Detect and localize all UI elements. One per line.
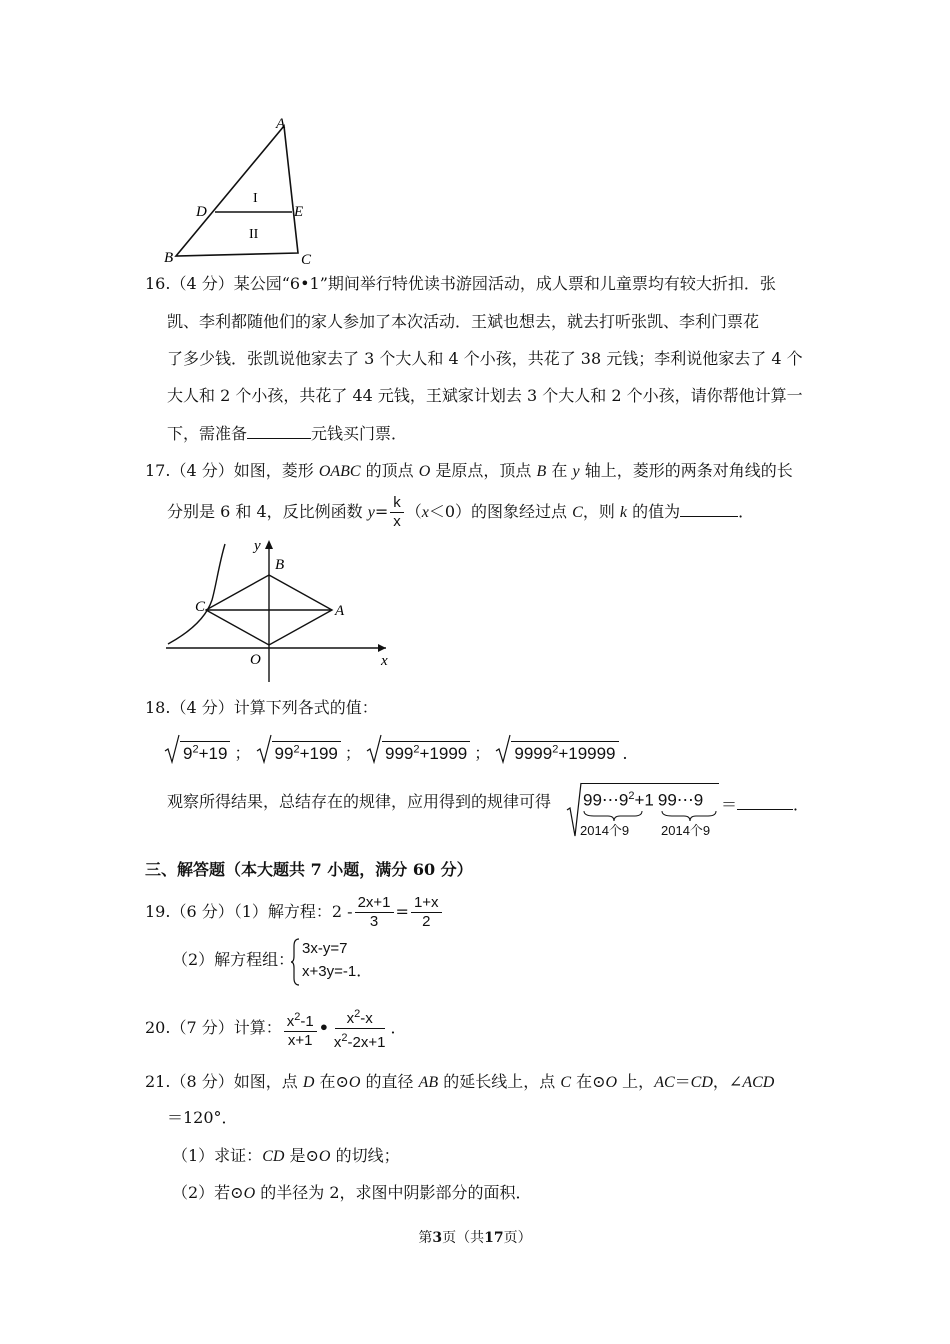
- q20-t1: 20.（7 分）计算：: [145, 1018, 282, 1037]
- q20-f2d: x: [333, 1034, 342, 1051]
- under-label-1: 2014个9: [580, 823, 630, 838]
- q21-c: C: [560, 1074, 572, 1091]
- label-x: x: [381, 653, 388, 669]
- q17-t10: 的值为: [627, 502, 681, 521]
- big-part2: +1: [634, 790, 654, 810]
- q20-f1-sq: 2: [294, 1010, 301, 1023]
- q21-t1: 21.（8 分）如图，点: [145, 1072, 303, 1091]
- label-a: A: [335, 603, 345, 619]
- q17-t2: 的顶点: [360, 461, 419, 480]
- q20-f2n2: -x: [360, 1010, 373, 1027]
- q21-s2o: O: [243, 1185, 256, 1202]
- q19-f2n: 1+x: [411, 894, 442, 913]
- q21-t6: 上，: [617, 1072, 655, 1091]
- big-sq: 2: [628, 790, 635, 802]
- q17-line2: [167, 492, 754, 533]
- q16-line2: 凯、李利都随他们的家人参加了本次活动．王斌也想去，就去打听张凯、李利门票花: [167, 312, 760, 331]
- q19-system: [302, 938, 372, 983]
- sqrt-expr-3: [366, 736, 470, 767]
- expr1-rest: +19: [198, 743, 228, 763]
- q21-ac: AC: [654, 1074, 675, 1091]
- q17-oabc: OABC: [318, 463, 361, 480]
- expr4-rest: +19999: [558, 743, 616, 763]
- q18-title: 18.（4 分）计算下列各式的值：: [145, 698, 378, 717]
- q20-f2d-sq: 2: [341, 1032, 348, 1044]
- q21-s2a: （2）若⊙: [172, 1183, 244, 1202]
- q19-end: ．: [356, 961, 373, 980]
- q16-text-a: 下，需准备: [167, 424, 248, 443]
- q17-c: C: [572, 504, 583, 521]
- q19-eq2: x+3y=-1: [302, 963, 357, 980]
- section-3-title: 三、解答题（本大题共 7 小题，满分 60 分）: [145, 860, 473, 879]
- q19-f1n: 2x+1: [355, 894, 394, 913]
- q21-t4: 的延长线上，点: [438, 1072, 561, 1091]
- q20-frac2: [331, 1005, 389, 1052]
- q19-line1: [145, 892, 444, 932]
- q21-acd: ACD: [742, 1074, 775, 1091]
- q17-answer-blank[interactable]: [680, 502, 738, 517]
- q17-t6: 分别是 6 和 4，反比例函数: [167, 502, 368, 521]
- sep2: ；: [344, 743, 361, 763]
- q18-big-sqrt: [566, 780, 810, 840]
- q16-line5: [167, 424, 407, 444]
- label-a: A: [276, 116, 286, 132]
- q20-line: [145, 1004, 407, 1052]
- q18-end: ．: [793, 795, 810, 814]
- expr2-sq: 2: [293, 743, 300, 755]
- q19-f1d: 3: [369, 913, 379, 930]
- rhombus-figure: [162, 534, 398, 686]
- q19-eq1: 3x-y=7: [302, 940, 348, 957]
- q18-expressions: [164, 736, 639, 767]
- label-e: E: [294, 204, 304, 220]
- expr1-sq: 2: [192, 743, 199, 755]
- q21-s2b: 的半径为 2，求图中阴影部分的面积．: [255, 1183, 532, 1202]
- sqrt-expr-2: [256, 736, 341, 767]
- big-part3: 99⋯9: [657, 790, 704, 810]
- expr3-base: 999: [385, 743, 414, 763]
- q21-s1c: 的切线；: [330, 1146, 400, 1165]
- q17-t9: ，则: [582, 502, 620, 521]
- q17-t5: 轴上，菱形的两条对角线的长: [579, 461, 793, 480]
- q17-t4: 在: [546, 461, 573, 480]
- q18-answer-blank[interactable]: [737, 795, 793, 810]
- q17-t8: ＜0）的图象经过点: [428, 502, 573, 521]
- label-region-2: II: [249, 227, 259, 242]
- expr-period: ．: [622, 743, 639, 763]
- q17-t1: 17.（4 分）如图，菱形: [145, 461, 319, 480]
- q21-t2: 在⊙: [314, 1072, 349, 1091]
- under-label-2: 2014个9: [661, 823, 711, 838]
- q20-f1d: x+1: [287, 1031, 313, 1049]
- page-footer: [0, 1228, 950, 1248]
- q21-s1cd: CD: [262, 1148, 285, 1165]
- q17-x: x: [421, 504, 429, 521]
- footer-a: 第: [418, 1230, 433, 1246]
- q21-s1o: O: [318, 1148, 331, 1165]
- q21-s1b: 是⊙: [284, 1146, 319, 1165]
- footer-b: 页（共: [442, 1230, 485, 1246]
- expr3-rest: +1999: [419, 743, 468, 763]
- q21-sub2: [172, 1183, 532, 1204]
- x-axis-arrow: [378, 644, 386, 652]
- sqrt-expr-4: [495, 736, 618, 767]
- q16-line4: 大人和 2 个小孩，共花了 44 元钱，王斌家计划去 3 个大人和 2 个小孩，请你帮他计算一: [167, 386, 803, 405]
- brace-icon: [290, 938, 300, 986]
- expr4-sq: 2: [552, 743, 559, 755]
- q17-k: k: [619, 504, 628, 521]
- q20-dot: •: [318, 1018, 329, 1037]
- q16-text-b: 元钱买门票．: [311, 424, 408, 443]
- q17-line1: [145, 461, 793, 482]
- expr4-base: 9999: [514, 743, 553, 763]
- q21-t3: 的直径: [360, 1072, 419, 1091]
- footer-page: 3: [432, 1230, 443, 1246]
- label-c: C: [301, 252, 312, 268]
- q17-end: ．: [738, 502, 755, 521]
- triangle-abc: [176, 126, 298, 256]
- q16-answer-blank[interactable]: [247, 424, 311, 439]
- label-region-1: I: [253, 191, 258, 206]
- q18-observe: 观察所得结果，总结存在的规律，应用得到的规律可得: [167, 792, 552, 811]
- q21-ab: AB: [418, 1074, 439, 1091]
- label-b: B: [275, 557, 285, 573]
- q17-eq: =: [374, 502, 389, 521]
- footer-c: 页）: [503, 1230, 532, 1246]
- q21-o2: O: [605, 1074, 618, 1091]
- q20-f2d2: -2x+1: [347, 1034, 386, 1051]
- q20-end: ．: [390, 1018, 407, 1037]
- q17-y2: y: [367, 504, 375, 521]
- q19-frac2: [411, 894, 442, 931]
- q17-o: O: [418, 463, 431, 480]
- q21-sub1: [172, 1146, 400, 1167]
- big-eq: ＝: [721, 795, 738, 814]
- sqrt-expr-1: [164, 736, 230, 767]
- q20-f2n: x: [346, 1010, 355, 1027]
- q20-frac1: [284, 1008, 317, 1050]
- q17-y: y: [572, 463, 580, 480]
- label-d: D: [196, 204, 207, 220]
- q21-s1a: （1）求证：: [172, 1146, 263, 1165]
- q16-line1: 16.（4 分）某公园“6•1”期间举行特优读书游园活动，成人票和儿童票均有较大折扣．张: [145, 274, 776, 293]
- q21-t5: 在⊙: [571, 1072, 606, 1091]
- q17-fraction: [390, 494, 404, 531]
- q21-line2: ＝120°．: [167, 1108, 238, 1127]
- big-part1: 99⋯9: [583, 790, 629, 810]
- q20-f1n: x: [286, 1012, 295, 1030]
- q19-f2d: 2: [422, 913, 431, 930]
- q19-eq: =: [395, 902, 409, 921]
- label-o: O: [250, 652, 261, 668]
- q21-line1: [145, 1072, 774, 1093]
- hyperbola-curve: [168, 544, 225, 644]
- footer-total: 17: [484, 1230, 504, 1246]
- q19-frac1: [355, 894, 394, 931]
- q21-cd: CD: [690, 1074, 713, 1091]
- triangle-figure: [160, 112, 320, 268]
- q21-eqs: ＝: [674, 1072, 691, 1091]
- expr2-rest: +199: [299, 743, 338, 763]
- label-y: y: [254, 538, 261, 554]
- q16-line3: 了多少钱．张凯说他家去了 3 个大人和 4 个小孩，共花了 38 元钱；李利说他家去了 4 个: [167, 349, 803, 368]
- expr3-sq: 2: [413, 743, 420, 755]
- q19-line2-label: （2）解方程组：: [172, 950, 295, 969]
- q20-f1n2: -1: [300, 1012, 314, 1030]
- q17-t3: 是原点，顶点: [430, 461, 537, 480]
- q17-frac-num: k: [390, 494, 404, 513]
- expr2-base: 99: [274, 743, 294, 763]
- q17-t7: （: [405, 502, 422, 521]
- expr1-base: 9: [183, 743, 193, 763]
- q20-f2-sq: 2: [354, 1008, 361, 1020]
- label-b: B: [164, 250, 174, 266]
- q21-t7: ，∠: [712, 1072, 743, 1091]
- sep3: ；: [474, 743, 491, 763]
- q21-o: O: [348, 1074, 361, 1091]
- q17-b: B: [536, 463, 547, 480]
- q17-frac-den: x: [393, 513, 401, 530]
- q21-d: D: [302, 1074, 315, 1091]
- label-c: C: [195, 599, 206, 615]
- y-axis-arrow: [265, 540, 273, 549]
- q19-t1: 19.（6 分）（1）解方程：2 -: [145, 902, 353, 921]
- sep1: ；: [234, 743, 251, 763]
